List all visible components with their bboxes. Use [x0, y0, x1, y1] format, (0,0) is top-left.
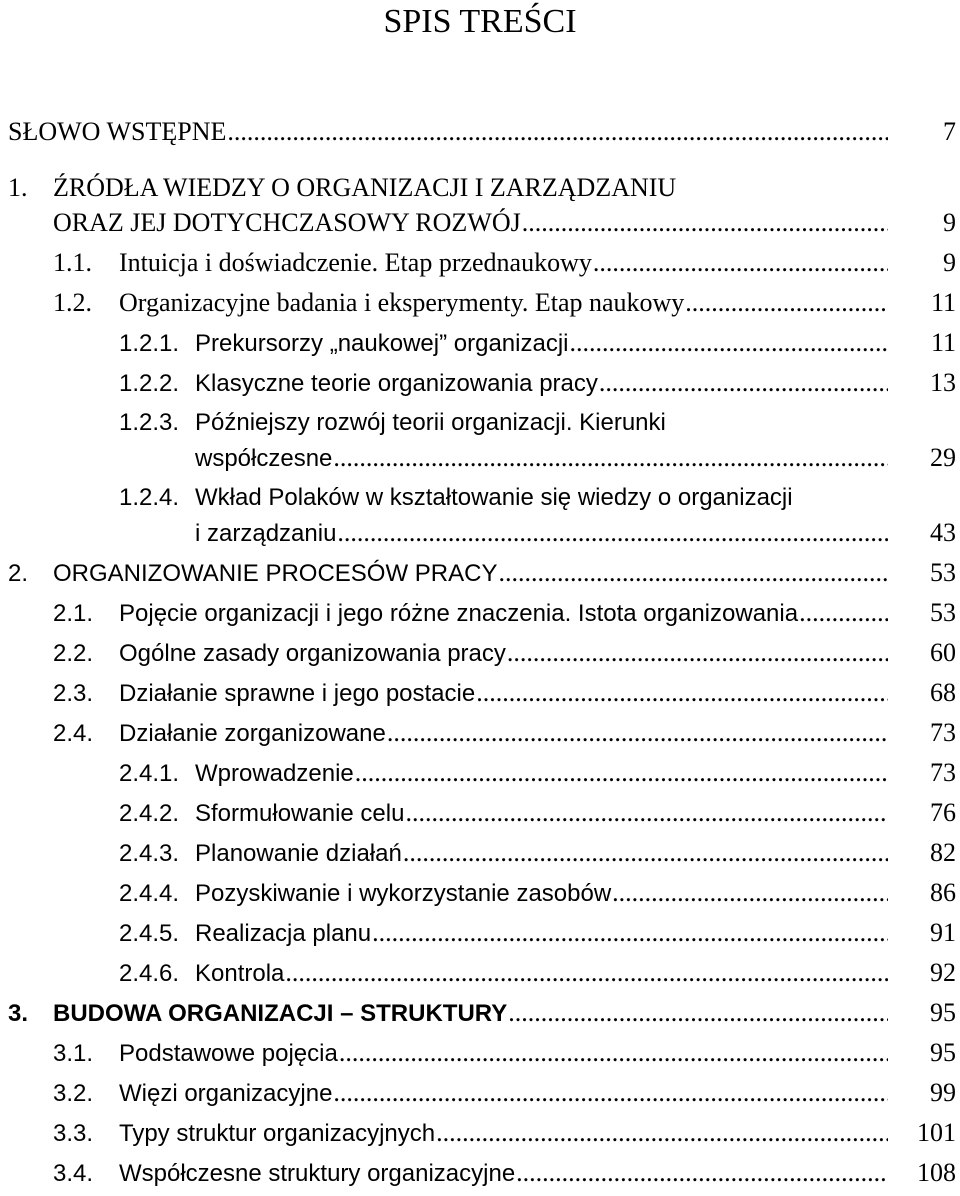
toc-entry-text: Działanie sprawne i jego postacie [119, 680, 476, 707]
toc-entry-text: Typy struktur organizacyjnych [119, 1120, 436, 1147]
toc-entry-text: Planowanie działań [195, 840, 402, 867]
toc-entry-number: 2.2. [53, 640, 94, 667]
toc-entry-text: BUDOWA ORGANIZACJI – STRUKTURY [53, 1000, 508, 1027]
dot-leader [522, 204, 888, 242]
toc-page-number: 95 [930, 1038, 956, 1067]
toc-entry-number: 1. [8, 173, 28, 202]
toc-entry-number: 2.4.1. [119, 760, 180, 787]
toc-page-number: 29 [930, 443, 956, 472]
toc-entry-2-4-6[interactable] [0, 954, 960, 996]
toc-entry-number: 2.1. [53, 600, 94, 627]
toc-entry-text: Prekursorzy „naukowej” organizacji [195, 330, 569, 357]
toc-entry-1-2-2[interactable] [0, 364, 960, 406]
toc-page-number: 73 [930, 718, 956, 747]
dot-leader [516, 1154, 888, 1192]
dot-leader [436, 1114, 888, 1152]
toc-entry-number: 3.1. [53, 1040, 94, 1067]
toc-entry-number: 1.2.3. [119, 409, 180, 436]
dot-leader [569, 324, 888, 362]
dot-leader [405, 794, 888, 832]
toc-entry-text: Pojęcie organizacji i jego różne znaczenia. Istota organizowania [119, 600, 799, 627]
toc-entry-number: 3. [8, 1000, 29, 1027]
toc-entry-text: Działanie zorganizowane [119, 720, 386, 747]
toc-entry-2-4-2[interactable] [0, 794, 960, 836]
toc-entry-number: 2.3. [53, 680, 94, 707]
toc-entry-text: Późniejszy rozwój teorii organizacji. Kierunki [195, 409, 666, 436]
toc-page-number: 101 [917, 1118, 956, 1147]
toc-entry-number: 3.4. [53, 1160, 94, 1187]
toc-entry-1-2-3-line-2[interactable] [0, 439, 960, 481]
toc-page-number: 68 [930, 678, 956, 707]
toc-page-number: 95 [930, 998, 956, 1027]
toc-entry-text: Wkład Polaków w kształtowanie się wiedzy o organizacji [195, 484, 793, 511]
toc-page-number: 7 [943, 117, 956, 146]
dot-leader [285, 954, 888, 992]
toc-entry-1-1[interactable] [0, 244, 960, 286]
dot-leader [387, 714, 888, 752]
dot-leader [612, 874, 888, 912]
toc-entry-2-3[interactable] [0, 674, 960, 716]
toc-entry-text: Intuicja i doświadczenie. Etap przednaukowy [119, 248, 592, 277]
toc-entry-2-4-4[interactable] [0, 874, 960, 916]
dot-leader [333, 1074, 888, 1112]
toc-page-number: 73 [930, 758, 956, 787]
toc-page-number: 53 [930, 598, 956, 627]
toc-entry-number: 2.4.2. [119, 800, 180, 827]
toc-page-number: 43 [930, 518, 956, 547]
dot-leader [685, 284, 888, 322]
dot-leader [799, 594, 888, 632]
toc-entry-2-1[interactable] [0, 594, 960, 636]
toc-entry-number: 2.4.3. [119, 840, 180, 867]
toc-page-number: 86 [930, 878, 956, 907]
toc-entry-slowo-wstepne[interactable] [0, 113, 960, 155]
toc-entry-number: 2.4.5. [119, 920, 180, 947]
toc-page-number: 11 [930, 328, 956, 357]
toc-entry-3-3[interactable] [0, 1114, 960, 1156]
toc-entry-text: i zarządzaniu [195, 520, 337, 547]
dot-leader [355, 754, 888, 792]
toc-entry-number: 1.2. [53, 288, 92, 317]
toc-entry-text: Kontrola [195, 960, 285, 987]
dot-leader [337, 514, 888, 552]
toc-entry-2-4-3[interactable] [0, 834, 960, 876]
toc-entry-text: Organizacyjne badania i eksperymenty. Etap naukowy [119, 288, 685, 317]
toc-chapter-3[interactable] [0, 994, 960, 1036]
toc-entry-text: Pozyskiwanie i wykorzystanie zasobów [195, 880, 612, 907]
dot-leader [227, 113, 888, 151]
toc-entry-number: 2.4.4. [119, 880, 180, 907]
dot-leader [507, 634, 888, 672]
toc-entry-1-2-1[interactable] [0, 324, 960, 366]
toc-entry-text: Ogólne zasady organizowania pracy [119, 640, 506, 667]
toc-entry-number: 2.4. [53, 720, 94, 747]
dot-leader [403, 834, 888, 872]
toc-page-number: 11 [930, 288, 956, 317]
toc-entry-text: SŁOWO WSTĘPNE [8, 117, 227, 146]
toc-entry-text: Klasyczne teorie organizowania pracy [195, 370, 598, 397]
toc-page-number: 53 [930, 558, 956, 587]
toc-entry-2-4-5[interactable] [0, 914, 960, 956]
dot-leader [599, 364, 888, 402]
toc-page-number: 9 [943, 208, 956, 237]
toc-page-number: 9 [943, 248, 956, 277]
toc-entry-1-2-4-line-2[interactable] [0, 514, 960, 556]
dot-leader [333, 439, 888, 477]
toc-entry-text: Sformułowanie celu [195, 800, 405, 827]
dot-leader [476, 674, 888, 712]
toc-entry-text: Więzi organizacyjne [119, 1080, 333, 1107]
toc-entry-text: współczesne [195, 445, 333, 472]
dot-leader [508, 994, 888, 1032]
toc-entry-number: 2. [8, 560, 29, 587]
toc-entry-number: 3.3. [53, 1120, 94, 1147]
toc-page-number: 82 [930, 838, 956, 867]
toc-page-number: 92 [930, 958, 956, 987]
toc-page-number: 13 [930, 368, 956, 397]
toc-entry-3-1[interactable] [0, 1034, 960, 1076]
toc-page-number: 99 [930, 1078, 956, 1107]
toc-chapter-2[interactable] [0, 554, 960, 596]
toc-page-number: 108 [917, 1158, 956, 1187]
toc-entry-1-2[interactable] [0, 284, 960, 326]
toc-entry-text: Wprowadzenie [195, 760, 354, 787]
toc-entry-text: Podstawowe pojęcia [119, 1040, 338, 1067]
toc-entry-2-4-1[interactable] [0, 754, 960, 796]
toc-entry-number: 3.2. [53, 1080, 94, 1107]
toc-entry-number: 1.2.1. [119, 330, 180, 357]
toc-page-number: 60 [930, 638, 956, 667]
toc-entry-number: 1.1. [53, 248, 92, 277]
dot-leader [498, 554, 888, 592]
toc-entry-text: ORGANIZOWANIE PROCESÓW PRACY [53, 560, 498, 587]
toc-entry-text: ŹRÓDŁA WIEDZY O ORGANIZACJI I ZARZĄDZANIU [53, 173, 677, 202]
toc-chapter-1-line-2[interactable] [0, 204, 960, 246]
dot-leader [593, 244, 888, 282]
toc-entry-number: 2.4.6. [119, 960, 180, 987]
toc-entry-2-2[interactable] [0, 634, 960, 676]
toc-entry-text: Realizacja planu [195, 920, 372, 947]
toc-entry-3-4[interactable] [0, 1154, 960, 1196]
dot-leader [339, 1034, 888, 1072]
dot-leader [372, 914, 888, 952]
toc-page-number: 91 [930, 918, 956, 947]
toc-entry-number: 1.2.4. [119, 484, 180, 511]
toc-entry-number: 1.2.2. [119, 370, 180, 397]
toc-entry-2-4[interactable] [0, 714, 960, 756]
toc-page-number: 76 [930, 798, 956, 827]
toc-entry-3-2[interactable] [0, 1074, 960, 1116]
toc-entry-text: ORAZ JEJ DOTYCHCZASOWY ROZWÓJ [53, 208, 521, 237]
toc-entry-text: Współczesne struktury organizacyjne [119, 1160, 516, 1187]
page-title: SPIS TREŚCI [383, 3, 577, 40]
